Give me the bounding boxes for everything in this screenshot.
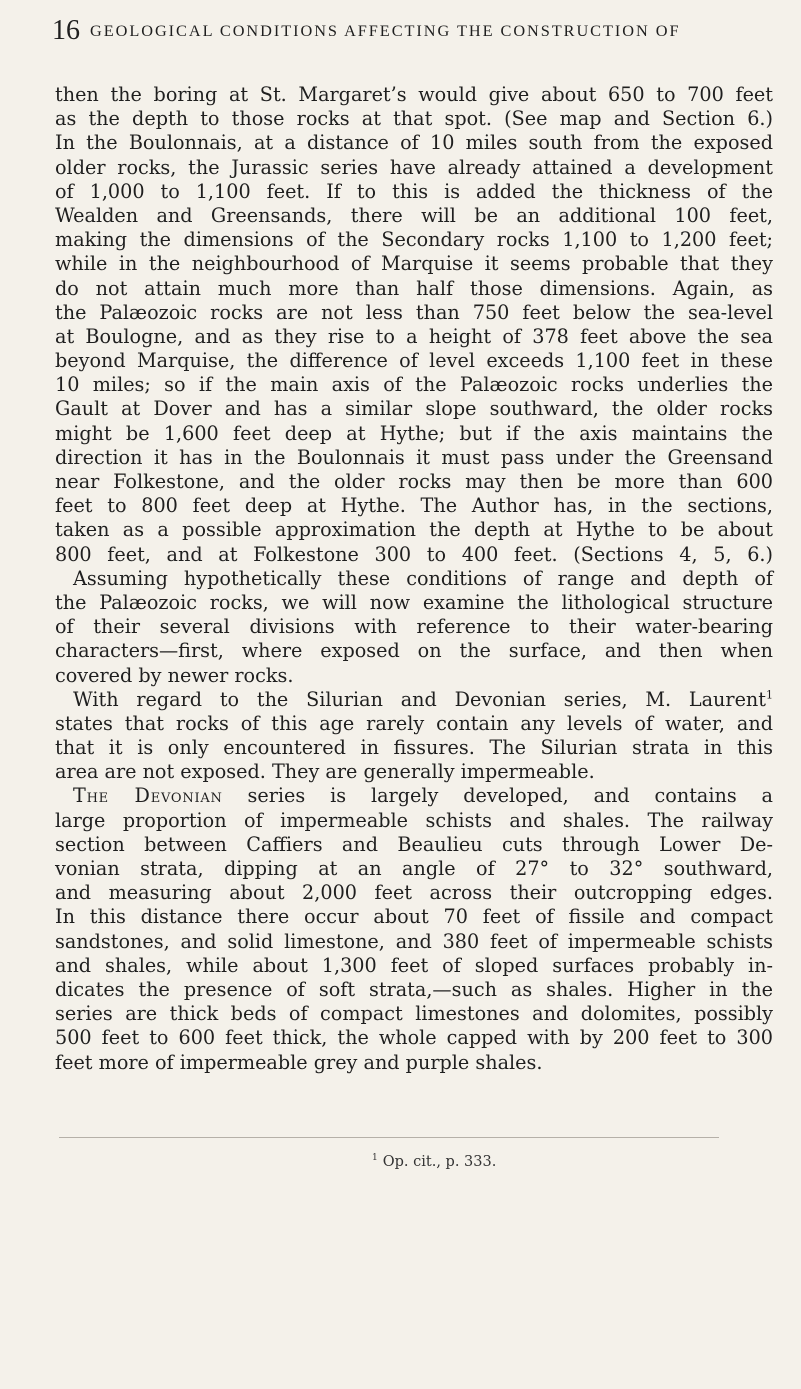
footnote (372, 1153, 496, 1171)
text-line-content: With regard to the Silurian and Devonian series, M. Laurent (73, 687, 766, 711)
text-line: might be 1,600 feet deep at Hythe; but if the axis maintains the (55, 421, 773, 445)
text-line: Gault at Dover and has a similar slope southward, the older rocks (55, 397, 773, 421)
text-line: the Palæozoic rocks are not less than 750 feet below the sea-level (55, 300, 773, 324)
text-line: sandstones, and solid limestone, and 380 feet of impermeable schists (55, 929, 773, 953)
text-line-with-footnote-ref (55, 688, 773, 712)
text-line: that it is only encountered in fissures. The Silurian strata in this (55, 736, 773, 760)
text-line: making the dimensions of the Secondary rocks 1,100 to 1,200 feet; (55, 228, 773, 252)
text-line: and shales, while about 1,300 feet of sloped surfaces probably in- (55, 953, 773, 977)
text-line: feet more of impermeable grey and purple shales. (55, 1050, 543, 1074)
text-line: at Boulogne, and as they rise to a height of 378 feet above the sea (55, 324, 773, 348)
text-line: as the depth to those rocks at that spot. (See map and Section 6.) (55, 107, 773, 131)
text-line: taken as a possible approximation the depth at Hythe to be about (55, 518, 773, 542)
text-line: vonian strata, dipping at an angle of 27° to 32° southward, (55, 857, 773, 880)
page-number: 16 (52, 15, 80, 46)
text-line: 10 miles; so if the main axis of the Palæozoic rocks underlies the (55, 373, 773, 397)
text-line-with-small-caps (55, 784, 773, 808)
text-line: covered by newer rocks. (55, 663, 294, 687)
text-line: the Palæozoic rocks, we will now examine the lithological structure (55, 590, 773, 614)
footnote-text: Op. cit., p. 333. (382, 1154, 497, 1170)
text-line: Assuming hypothetically these conditions of range and depth of (73, 566, 773, 590)
text-line: while in the neighbourhood of Marquise it seems probable that they (55, 252, 773, 276)
text-line: then the boring at St. Margaret’s would give about 650 to 700 feet (55, 83, 773, 106)
text-line: feet to 800 feet deep at Hythe. The Author has, in the sections, (55, 494, 773, 518)
text-line: 500 feet to 600 feet thick, the whole capped with by 200 feet to 300 (55, 1026, 773, 1050)
running-title: GEOLOGICAL CONDITIONS AFFECTING THE CONSTRUCTION OF (90, 21, 681, 40)
footnote-marker: 1 (372, 1153, 378, 1164)
text-line: characters—first, where exposed on the surface, and then when (55, 639, 773, 663)
text-line: Wealden and Greensands, there will be an additional 100 feet, (55, 203, 773, 227)
text-line: of their several divisions with reference to their water-bearing (55, 615, 773, 639)
text-line: older rocks, the Jurassic series have already attained a development (55, 155, 773, 179)
text-line: states that rocks of this age rarely contain any levels of water, and (55, 711, 773, 735)
text-line: dicates the presence of soft strata,—such as shales. Higher in the (55, 977, 773, 1001)
small-caps-lead: The Devonian (73, 784, 223, 808)
text-line: and measuring about 2,000 feet across their outcropping edges. (55, 881, 773, 905)
text-line: section between Caffiers and Beaulieu cuts through Lower De- (55, 832, 773, 856)
text-line: In the Boulonnais, at a distance of 10 miles south from the exposed (55, 131, 773, 155)
text-line-content: series is largely developed, and contains a (247, 784, 773, 808)
text-line: do not attain much more than half those dimensions. Again, as (55, 276, 773, 300)
footnote-reference: 1 (766, 688, 773, 702)
text-line: In this distance there occur about 70 feet of fissile and compact (55, 905, 773, 929)
text-line: of 1,000 to 1,100 feet. If to this is added the thickness of the (55, 179, 773, 203)
text-line: area are not exposed. They are generally impermeable. (55, 760, 595, 784)
running-header (52, 16, 772, 46)
text-line: direction it has in the Boulonnais it must pass under the Greensand (55, 445, 773, 469)
text-line: series are thick beds of compact limestones and dolomites, possibly (55, 1002, 773, 1026)
text-line: large proportion of impermeable schists and shales. The railway (55, 808, 773, 832)
text-line: 800 feet, and at Folkestone 300 to 400 feet. (Sections 4, 5, 6.) (55, 542, 773, 566)
text-line: near Folkestone, and the older rocks may then be more than 600 (55, 470, 773, 493)
text-line: beyond Marquise, the difference of level exceeds 1,100 feet in these (55, 349, 773, 373)
body-text (55, 83, 773, 1075)
footnote-divider (59, 1137, 719, 1138)
